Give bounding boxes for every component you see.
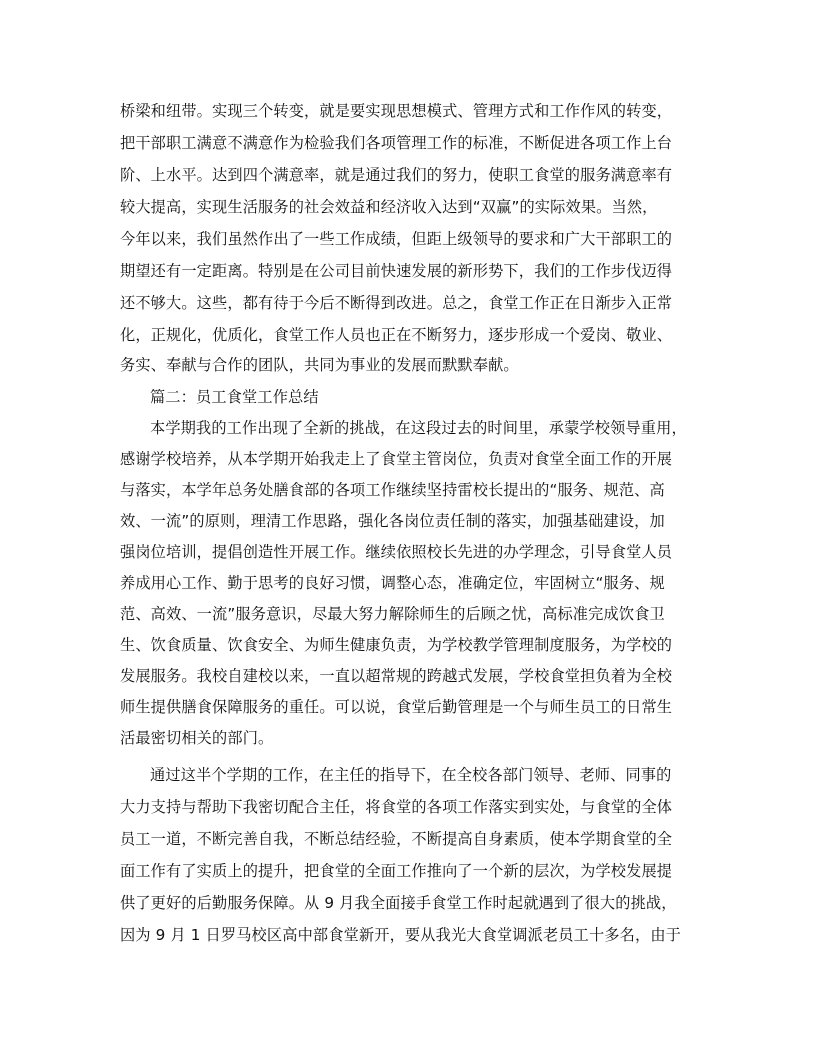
text-line: 与落实，本学年总务处膳食部的各项工作继续坚持雷校长提出的“服务、规范、高 [120,481,665,499]
text-line: 阶、上水平。达到四个满意率，就是通过我们的努力，使职工食堂的服务满意率有 [120,166,673,184]
text-line: 员工一道，不断完善自我，不断总结经验，不断提高自身素质，使本学期食堂的全 [120,830,673,848]
text-line: 还不够大。这些，都有待于今后不断得到改进。总之，食堂工作正在日渐步入正常 [120,294,673,312]
text-line: 较大提高，实现生活服务的社会效益和经济收入达到“双赢”的实际效果。当然， [120,198,658,216]
text-line: 活最密切相关的部门。 [120,729,274,747]
text-line: 养成用心工作、勤于思考的良好习惯，调整心态，准确定位，牢固树立“服务、规 [120,574,665,592]
text-line: 化，正规化，优质化，食堂工作人员也正在不断努力，逐步形成一个爱岗、敬业、 [120,326,673,344]
text-line: 生、饮食质量、饮食安全、为师生健康负责，为学校教学管理制度服务，为学校的 [120,636,673,654]
section-heading: 篇二：员工食堂工作总结 [150,388,319,406]
text-line: 把干部职工满意不满意作为检验我们各项管理工作的标准，不断促进各项工作上台 [120,134,673,152]
text-line: 务实、奉献与合作的团队，共同为事业的发展而默默奉献。 [120,356,519,374]
text-line: 期望还有一定距离。特别是在公司目前快速发展的新形势下，我们的工作步伐迈得 [120,262,673,280]
text-line: 感谢学校培养，从本学期开始我走上了食堂主管岗位，负责对食堂全面工作的开展 [120,450,673,468]
text-line: 范、高效、一流”服务意识，尽最大努力解除师生的后顾之忧，高标准完成饮食卫 [120,605,665,623]
paragraph-first-line: 通过这半个学期的工作，在主任的指导下，在全校各部门领导、老师、同事的 [150,766,672,784]
text-line: 效、一流”的原则，理清工作思路，强化各岗位责任制的落实，加强基础建设，加 [120,512,665,530]
text-line: 发展服务。我校自建校以来，一直以超常规的跨越式发展，学校食堂担负着为全校 [120,667,673,685]
text-line: 供了更好的后勤服务保障。从 9 月我全面接手食堂工作时起就遇到了很大的挑战， [120,894,677,912]
text-line: 今年以来，我们虽然作出了一些工作成绩，但距上级领导的要求和广大干部职工的 [120,230,673,248]
text-line: 强岗位培训，提倡创造性开展工作。继续依照校长先进的办学理念，引导食堂人员 [120,543,673,561]
paragraph-first-line: 本学期我的工作出现了全新的挑战，在这段过去的时间里，承蒙学校领导重用， [150,419,687,437]
text-line: 面工作有了实质上的提升，把食堂的全面工作推向了一个新的层次，为学校发展提 [120,862,673,880]
text-line: 大力支持与帮助下我密切配合主任，将食堂的各项工作落实到实处，与食堂的全体 [120,798,673,816]
text-line: 因为 9 月 1 日罗马校区高中部食堂新开，要从我光大食堂调派老员工十多名，由于 [120,926,682,944]
text-line: 桥梁和纽带。实现三个转变，就是要实现思想模式、管理方式和工作作风的转变， [120,102,673,120]
text-line: 师生提供膳食保障服务的重任。可以说，食堂后勤管理是一个与师生员工的日常生 [120,698,673,716]
